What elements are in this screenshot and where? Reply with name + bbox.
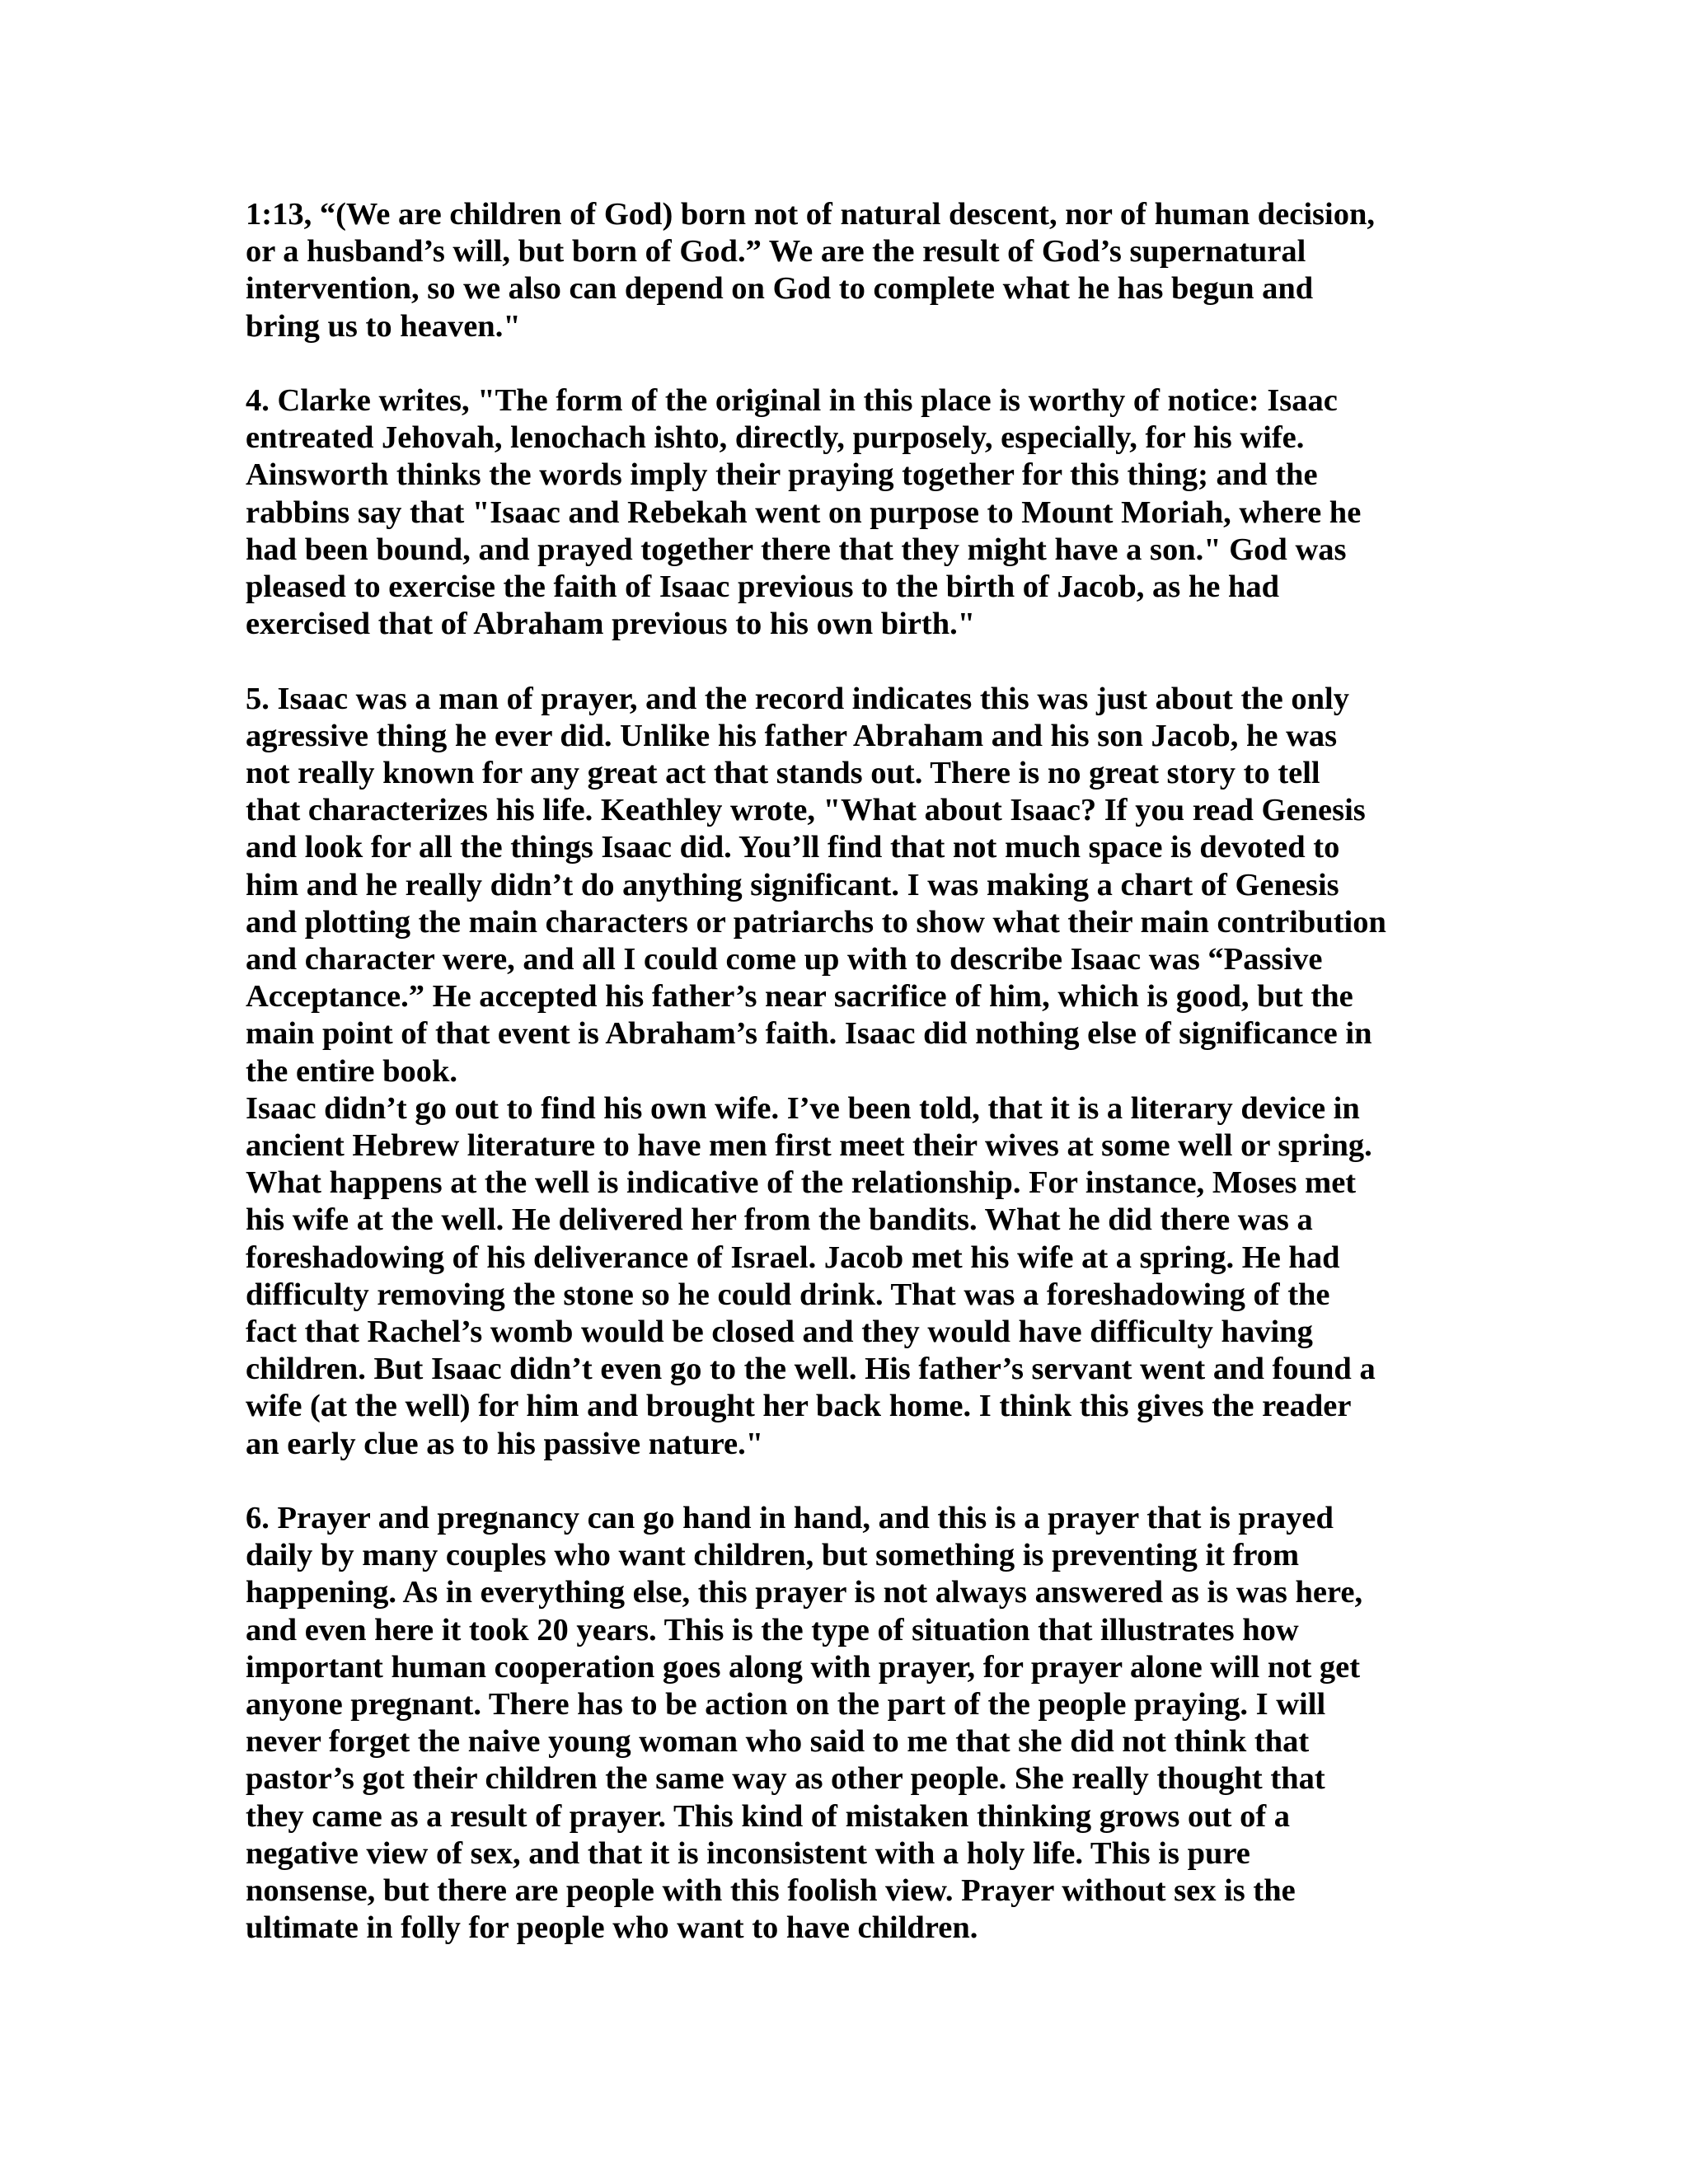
text-line: and character were, and all I could come up with to describe Isaac was “Passive bbox=[246, 942, 1323, 977]
text-line: fact that Rachel’s womb would be closed and they would have difficulty having bbox=[246, 1315, 1313, 1350]
text-line: not really known for any great act that stands out. There is no great story to tell bbox=[246, 756, 1320, 791]
text-line: negative view of sex, and that it is inconsistent with a holy life. This is pure bbox=[246, 1835, 1250, 1871]
text-line: 5. Isaac was a man of prayer, and the record indicates this was just about the only bbox=[246, 681, 1350, 716]
text-line: his wife at the well. He delivered her from the bandits. What he did there was a bbox=[246, 1202, 1313, 1238]
paragraph-gap bbox=[246, 345, 1465, 382]
text-line: exercised that of Abraham previous to his own birth." bbox=[246, 607, 976, 642]
text-line: an early clue as to his passive nature." bbox=[246, 1426, 764, 1461]
text-line: daily by many couples who want children, but something is preventing it from bbox=[246, 1538, 1300, 1573]
text-line: important human cooperation goes along with prayer, for prayer alone will not get bbox=[246, 1649, 1361, 1685]
text-line: ultimate in folly for people who want to have children. bbox=[246, 1910, 978, 1946]
paragraph-continuation bbox=[246, 196, 1465, 345]
text-line: wife (at the well) for him and brought her back home. I think this gives the reader bbox=[246, 1389, 1352, 1424]
text-line: 6. Prayer and pregnancy can go hand in hand, and this is a prayer that is prayed bbox=[246, 1501, 1334, 1536]
text-line: What happens at the well is indicative of the relationship. For instance, Moses met bbox=[246, 1165, 1357, 1201]
text-line: nonsense, but there are people with this foolish view. Prayer without sex is the bbox=[246, 1873, 1296, 1909]
paragraph-gap bbox=[246, 643, 1465, 680]
text-line: Ainsworth thinks the words imply their praying together for this thing; and the bbox=[246, 457, 1318, 493]
text-line: happening. As in everything else, this prayer is not always answered as is was here, bbox=[246, 1575, 1363, 1610]
text-line: difficulty removing the stone so he could drink. That was a foreshadowing of the bbox=[246, 1277, 1330, 1312]
text-line: and look for all the things Isaac did. You’ll find that not much space is devoted to bbox=[246, 830, 1340, 865]
text-line: had been bound, and prayed together there that they might have a son." God was bbox=[246, 532, 1347, 567]
text-line: 1:13, “(We are children of God) born not of natural descent, nor of human decision, bbox=[246, 197, 1376, 232]
text-line: bring us to heaven." bbox=[246, 308, 521, 344]
text-line: foreshadowing of his deliverance of Israel. Jacob met his wife at a spring. He had bbox=[246, 1240, 1340, 1275]
text-line: they came as a result of prayer. This kind of mistaken thinking grows out of a bbox=[246, 1798, 1291, 1834]
text-line: anyone pregnant. There has to be action on the part of the people praying. I will bbox=[246, 1687, 1326, 1722]
text-line: Acceptance.” He accepted his father’s near sacrifice of him, which is good, but the bbox=[246, 979, 1353, 1015]
paragraph-note-6 bbox=[246, 1500, 1465, 1947]
text-line: the entire book. bbox=[246, 1053, 458, 1089]
text-line: and plotting the main characters or patriarchs to show what their main contribution bbox=[246, 904, 1386, 940]
document-body bbox=[246, 196, 1465, 1947]
text-line: children. But Isaac didn’t even go to the well. His father’s servant went and found a bbox=[246, 1352, 1376, 1387]
paragraph-note-4 bbox=[246, 382, 1465, 643]
text-line: that characterizes his life. Keathley wrote, "What about Isaac? If you read Genesis bbox=[246, 793, 1366, 828]
text-line: never forget the naive young woman who said to me that she did not think that bbox=[246, 1724, 1310, 1760]
text-line: intervention, so we also can depend on God to complete what he has begun and bbox=[246, 271, 1314, 307]
text-line: agressive thing he ever did. Unlike his father Abraham and his son Jacob, he was bbox=[246, 718, 1338, 753]
text-line: ancient Hebrew literature to have men first meet their wives at some well or spring. bbox=[246, 1128, 1372, 1164]
text-line: pleased to exercise the faith of Isaac previous to the birth of Jacob, as he had bbox=[246, 569, 1280, 605]
text-line: entreated Jehovah, lenochach ishto, directly, purposely, especially, for his wife. bbox=[246, 420, 1305, 456]
text-line: pastor’s got their children the same way as other people. She really thought that bbox=[246, 1761, 1325, 1797]
text-line: Isaac didn’t go out to find his own wife. I’ve been told, that it is a literary device in bbox=[246, 1090, 1360, 1126]
text-line: and even here it took 20 years. This is the type of situation that illustrates how bbox=[246, 1612, 1299, 1647]
text-line: him and he really didn’t do anything significant. I was making a chart of Genesis bbox=[246, 867, 1339, 902]
text-line: main point of that event is Abraham’s faith. Isaac did nothing else of significance in bbox=[246, 1016, 1372, 1052]
paragraph-note-5 bbox=[246, 681, 1465, 1463]
text-line: or a husband’s will, but born of God.” We are the result of God’s supernatural bbox=[246, 234, 1306, 269]
text-line: rabbins say that "Isaac and Rebekah went on purpose to Mount Moriah, where he bbox=[246, 494, 1362, 530]
text-line: 4. Clarke writes, "The form of the original in this place is worthy of notice: Isaac bbox=[246, 383, 1338, 418]
paragraph-gap bbox=[246, 1463, 1465, 1500]
